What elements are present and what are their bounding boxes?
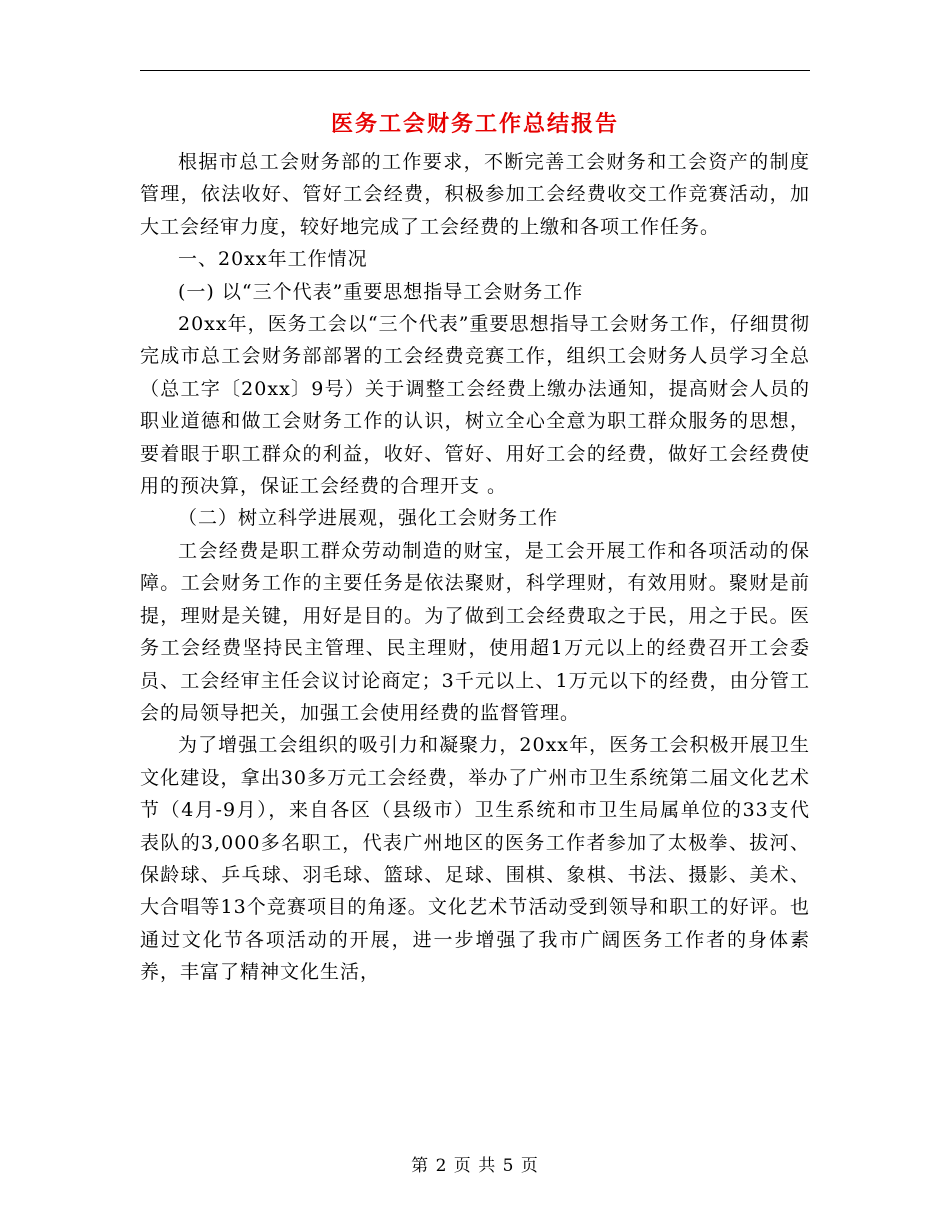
- header-rule: [140, 70, 810, 71]
- document-body: [140, 146, 810, 989]
- body-paragraph-2: 工会经费是职工群众劳动制造的财宝，是工会开展工作和各项活动的保障。工会财务工作的主要任务是依法聚财，科学理财，有效用财。聚财是前提，理财是关键，用好是目的。为了做到工会经费取之于民，用之于民。医务工会经费坚持民主管理、民主理财，使用超1万元以上的经费召开工会委员、工会经审主任会议讨论商定；3千元以上、1万元以下的经费，由分管工会的局领导把关，加强工会使用经费的监督管理。: [140, 539, 810, 724]
- subsection-heading-1: (一) 以“三个代表”重要思想指导工会财务工作: [178, 280, 584, 303]
- body-paragraph-3: 为了增强工会组织的吸引力和凝聚力，20xx年，医务工会积极开展卫生文化建设，拿出30多万元工会经费，举办了广州市卫生系统第二届文化艺术节（4月-9月），来自各区（县级市）卫生系统和市卫生局属单位的33支代表队的3,000多名职工，代表广州地区的医务工作者参加了太极拳、拔河、保龄球、乒乓球、羽毛球、篮球、足球、围棋、象棋、书法、摄影、美术、大合唱等13个竞赛项目的角逐。文化艺术节活动受到领导和职工的好评。也通过文化节各项活动的开展，进一步增强了我市广阔医务工作者的身体素养，丰富了精神文化生活，: [140, 734, 810, 984]
- intro-paragraph: 根据市总工会财务部的工作要求，不断完善工会财务和工会资产的制度管理，依法收好、管好工会经费，积极参加工会经费收交工作竞赛活动，加大工会经审力度，较好地完成了工会经费的上缴和各项工作任务。: [140, 151, 810, 238]
- body-paragraph-1: 20xx年，医务工会以“三个代表”重要思想指导工会财务工作，仔细贯彻完成市总工会财务部部署的工会经费竞赛工作，组织工会财务人员学习全总（总工字〔20xx〕9号）关于调整工会经费上缴办法通知，提高财会人员的职业道德和做工会财务工作的认识，树立全心全意为职工群众服务的思想，要着眼于职工群众的利益，收好、管好、用好工会的经费，做好工会经费使用的预决算，保证工会经费的合理开支 。: [140, 313, 810, 498]
- document-title: 医务工会财务工作总结报告: [330, 111, 619, 137]
- subsection-heading-2: （二）树立科学进展观，强化工会财务工作: [178, 507, 559, 530]
- section-heading-1: 一、20xx年工作情况: [178, 248, 368, 271]
- page-number: 第 2 页 共 5 页: [411, 1156, 539, 1176]
